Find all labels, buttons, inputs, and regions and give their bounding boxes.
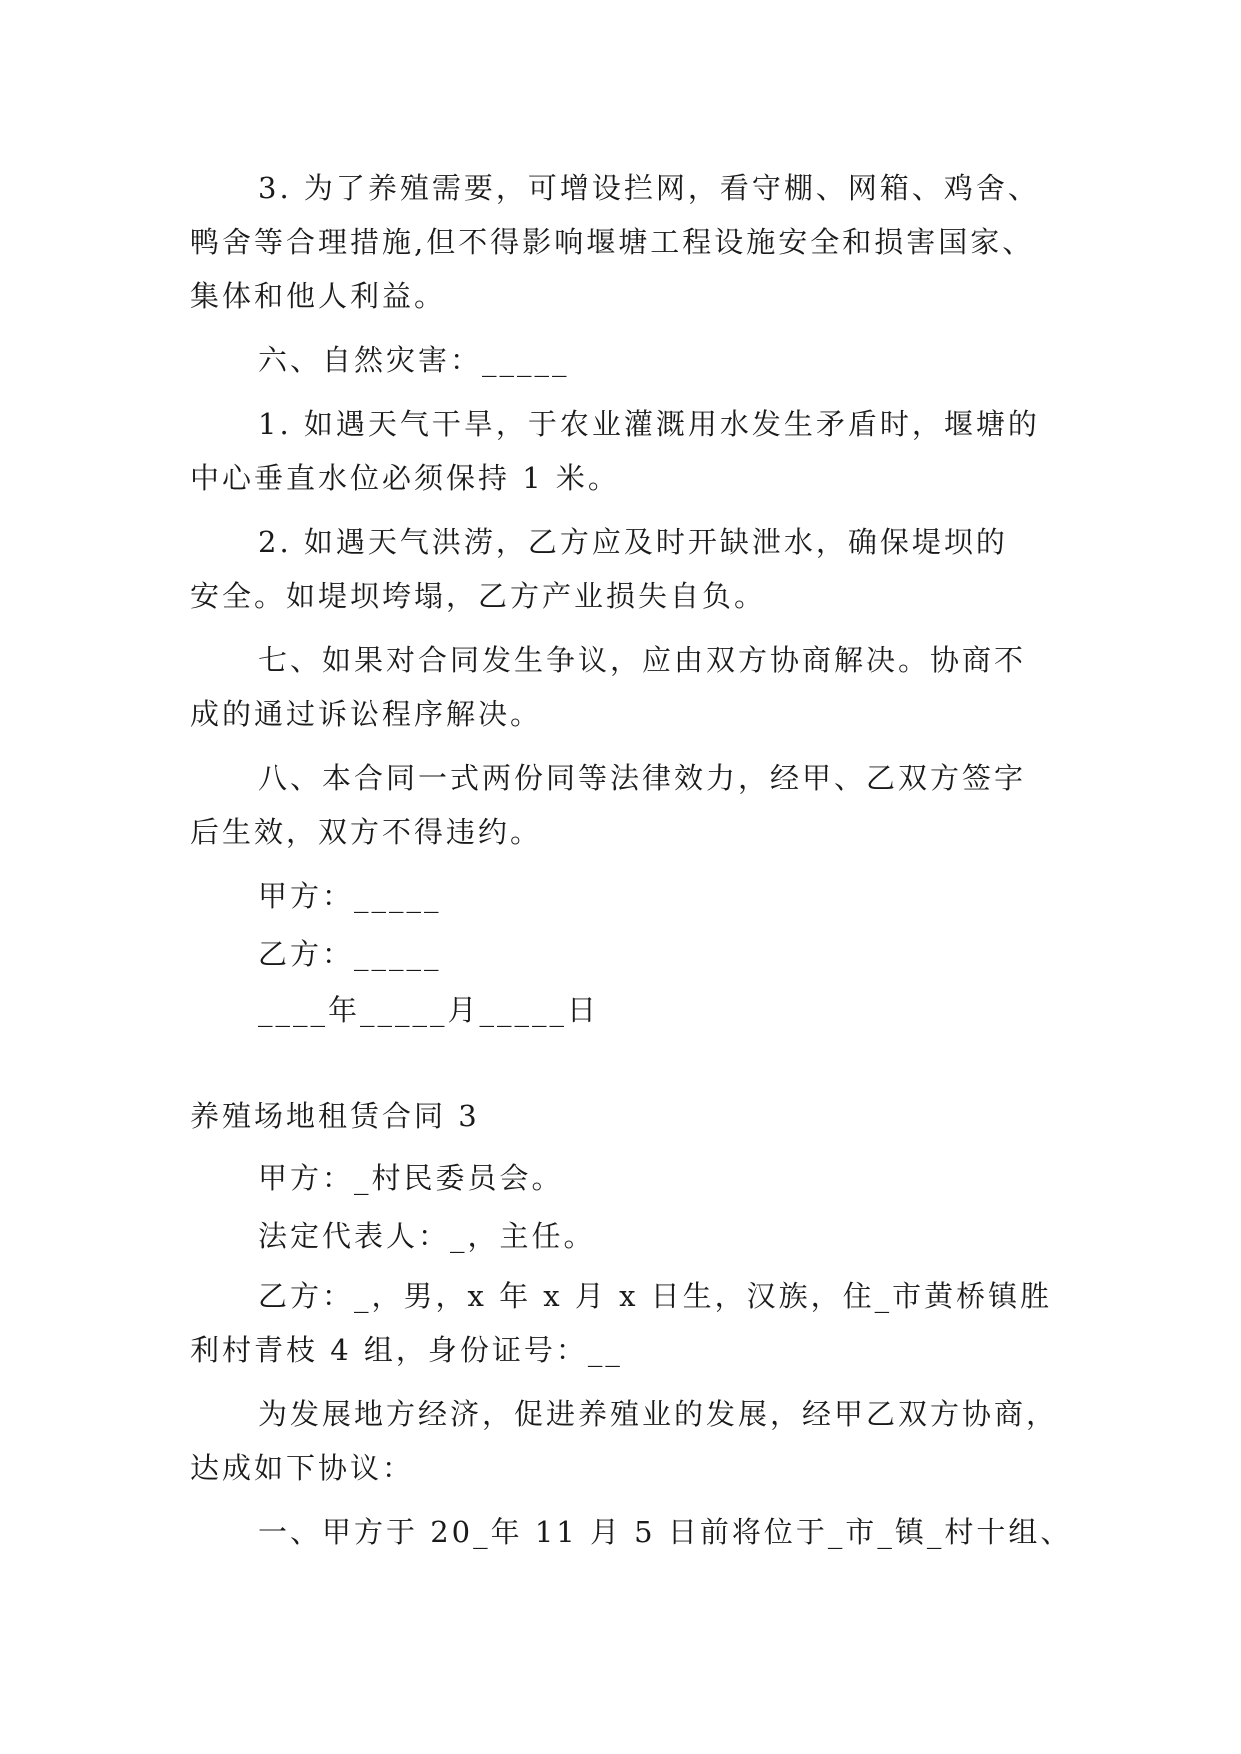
- party-b-line: 乙方：_，男，x 年 x 月 x 日生，汉族，住_市黄桥镇胜: [258, 1279, 1053, 1313]
- paragraph-line: 鸭舍等合理措施,但不得影响堰塘工程设施安全和损害国家、: [190, 225, 1035, 259]
- section-heading: 六、自然灾害：_____: [258, 343, 570, 377]
- party-b-signature: 乙方：_____: [258, 937, 442, 971]
- contract-title: 养殖场地租赁合同 3: [190, 1099, 480, 1133]
- paragraph-line: 1. 如遇天气干旱，于农业灌溉用水发生矛盾时，堰塘的: [258, 407, 1040, 441]
- paragraph-line: 集体和他人利益。: [190, 279, 447, 313]
- paragraph-line: 成的通过诉讼程序解决。: [190, 697, 543, 731]
- paragraph-line: 一、甲方于 20_年 11 月 5 日前将位于_市_镇_村十组、: [258, 1515, 1073, 1549]
- paragraph-line: 3. 为了养殖需要，可增设拦网，看守棚、网箱、鸡舍、: [258, 171, 1040, 205]
- party-a-line: 甲方：_村民委员会。: [258, 1161, 564, 1195]
- paragraph-line: 2. 如遇天气洪涝，乙方应及时开缺泄水，确保堤坝的: [258, 525, 1008, 559]
- date-line: ____年_____月_____日: [258, 993, 600, 1027]
- paragraph-line: 八、本合同一式两份同等法律效力，经甲、乙双方签字: [258, 761, 1027, 795]
- paragraph-line: 七、如果对合同发生争议，应由双方协商解决。协商不: [258, 643, 1027, 677]
- paragraph-line: 后生效，双方不得违约。: [190, 815, 543, 849]
- paragraph-line: 安全。如堤坝垮塌，乙方产业损失自负。: [190, 579, 767, 613]
- paragraph-line: 利村青枝 4 组，身份证号：__: [190, 1333, 623, 1367]
- paragraph-line: 为发展地方经济，促进养殖业的发展，经甲乙双方协商，: [258, 1397, 1059, 1431]
- paragraph-line: 中心垂直水位必须保持 1 米。: [190, 461, 620, 495]
- party-a-signature: 甲方：_____: [258, 879, 442, 913]
- legal-representative-line: 法定代表人：_，主任。: [258, 1219, 596, 1253]
- paragraph-line: 达成如下协议：: [190, 1451, 415, 1485]
